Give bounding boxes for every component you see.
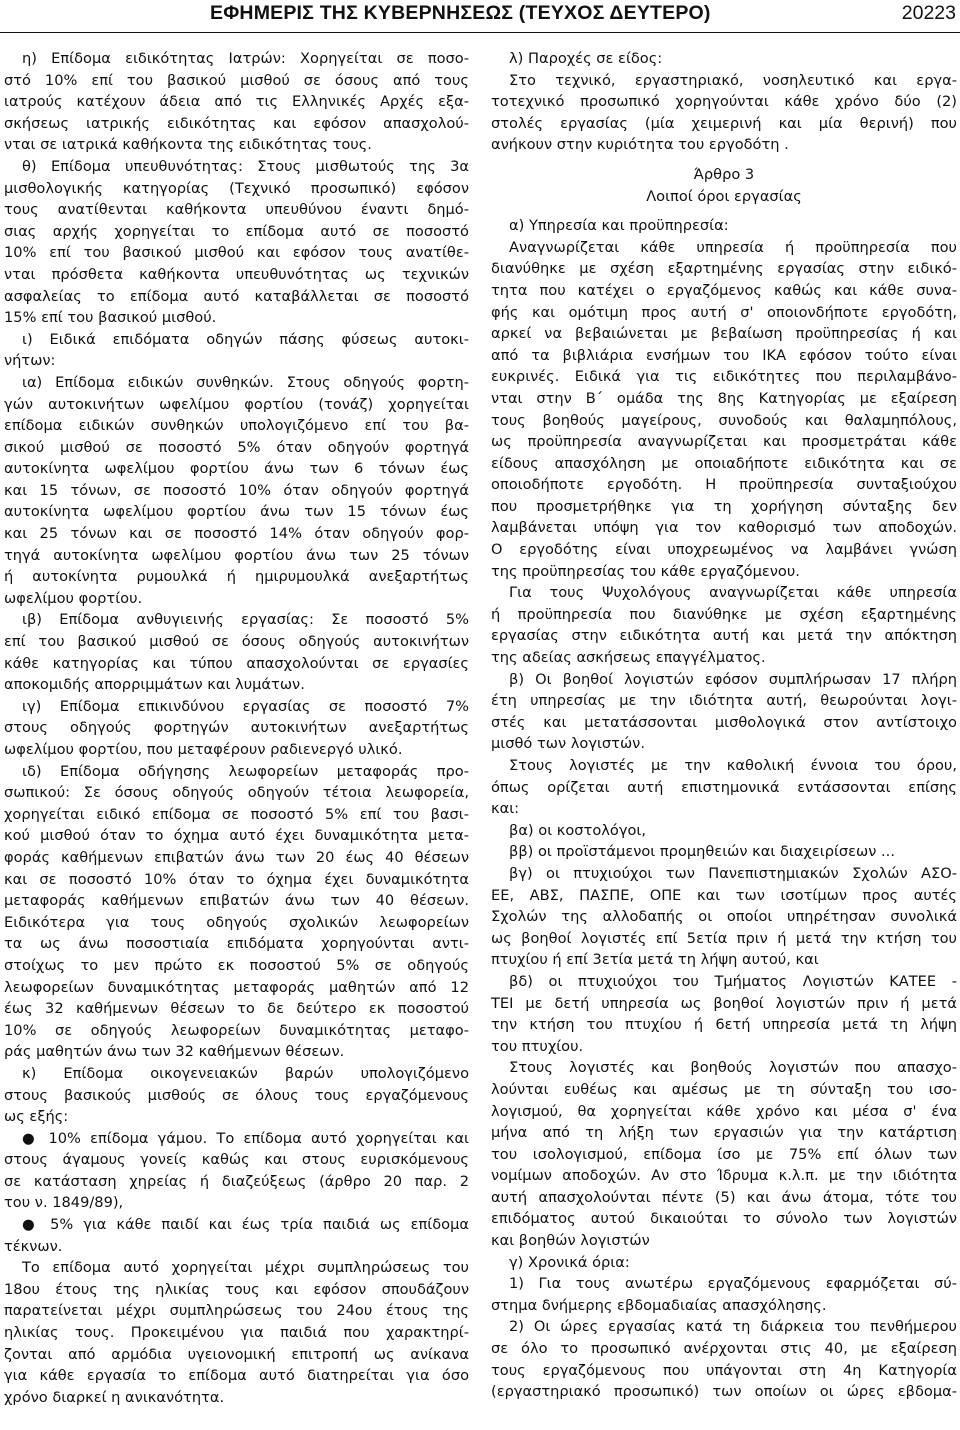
text-line: αυτοκίνητα ωφελίμου φορτίου άνω των 6 τόνων έως: [4, 460, 469, 478]
text-line: έτη υπηρεσίας με την ιδιότητα αυτή, θεωρούνται λογι-: [491, 692, 957, 710]
text-line: σικού μισθού σε ποσοστό 5% όταν οδηγούν φορτηγά: [4, 438, 469, 456]
text-line: λ) Παροχές σε είδος:: [509, 50, 663, 67]
text-line: εργασίας στην ειδικότητα αυτή και μετά την απόκτηση: [491, 627, 957, 645]
text-line: χρόνο διαρκεί η ανικανότητα.: [4, 1388, 225, 1406]
text-line: η) Επίδομα ειδικότητας Ιατρών: Χορηγείται σε ποσο-: [22, 50, 469, 67]
text-line: στους οδηγούς φορτηγών αυτοκινήτων ανεξαρτήτως: [4, 719, 469, 737]
page-header: [0, 0, 960, 30]
text-line: τους εργαζόμενους που υπάγονται στη 4η Κατηγορία: [491, 1361, 957, 1379]
text-line: Για τους Ψυχολόγους αναγνωρίζεται κάθε υπηρεσία: [509, 584, 957, 602]
text-line: τα ως άνω ποσοστιαία επιδόματα χορηγούνται αντι-: [4, 935, 469, 953]
text-line: όπως ορίζεται αυτή επιστημονικά εντάσσονται επίσης: [491, 778, 957, 796]
text-line: από τα βιβλιάρια ενσήμων του ΙΚΑ εφόσον τούτο είναι: [491, 346, 957, 364]
text-line: της προϋπηρεσίας του κάθε εργαζόμενου.: [491, 562, 800, 580]
text-line: κ) Επίδομα οικογενειακών βαρών υπολογιζόμενο: [22, 1064, 469, 1082]
text-line: και:: [491, 800, 520, 818]
text-line: ι) Ειδικά επιδόματα οδηγών πάσης φύσεως αυτοκι-: [22, 330, 469, 348]
text-line: νται πρόσθετα καθήκοντα υπευθυνότητας ως τεχνικών: [4, 265, 469, 283]
text-line: ευκρινές. Ειδικά για τις ειδικότητες που περιλαμβάνο-: [491, 368, 957, 386]
text-line: τητα που κατέχει ο εργαζόμενος καθώς και κάθε συνα-: [491, 281, 957, 299]
text-line: στημα δνήμερης εβδομαδιαίας απασχόλησης.: [491, 1296, 827, 1314]
text-line: τέκνων.: [4, 1237, 63, 1255]
text-line: ανήκουν στην κυριότητα του εργοδότη .: [491, 136, 789, 154]
text-line: ● 10% επίδομα γάμου. Το επίδομα αυτό χορηγείται και: [22, 1129, 469, 1147]
text-line: τηγά αυτοκίνητα ωφελίμου φορτίου άνω των 25 τόνων: [4, 546, 469, 564]
text-line: έως 32 καθήμενων θέσεων το δε δεύτερο εκ ποσοστού: [4, 1000, 469, 1018]
text-line: ως προϋπηρεσία αναγνωρίζεται και προσμετράται κάθε: [491, 433, 957, 451]
text-line: οποιοδήποτε εργοδότη. Η προϋπηρεσία συνταξιούχου: [491, 476, 957, 494]
text-line: Αναγνωρίζεται κάθε υπηρεσία ή προϋπηρεσία που: [509, 238, 957, 256]
text-line: του πτυχίου.: [491, 1037, 584, 1055]
text-line: φοράς καθήμενων επιβατών άνω των 20 έως 40 θέσεων: [4, 848, 469, 866]
text-line: τοτεχνικό προσωπικό χορηγούνται κάθε χρόνο δύο (2): [491, 93, 957, 111]
text-line: γ) Χρονικά όρια:: [509, 1253, 630, 1271]
text-line: κού μισθού όταν το όχημα αυτό έχει δυναμικότητα μετα-: [4, 827, 469, 845]
right-text-column: [491, 48, 957, 1403]
text-line: βα) οι κοστολόγοι,: [509, 821, 646, 839]
text-line: ηλικίας τους. Προκειμένου για παιδιά που χαρακτηρί-: [4, 1324, 469, 1342]
text-line: 10% επί του βασικού μισθού και εφόσον τους ανατίθε-: [4, 244, 469, 262]
text-line: νται στην Β΄ ομάδα της 8ης Κατηγορίας με εξαίρεση: [491, 389, 957, 407]
text-line: γών αυτοκινήτων ωφελίμου φορτίου (τονάζ) χορηγείται: [4, 395, 469, 413]
text-line: λογισμού, θα χορηγείται κάθε χρόνο και μέσα σ' ένα: [491, 1102, 957, 1120]
text-line: επίδομα ειδικών συνθηκών υπολογιζόμενο επί του βα-: [4, 417, 469, 435]
text-line: που προσμετρήθηκε για τη χορήγηση σύνταξης δεν: [491, 497, 957, 515]
text-line: ιδ) Επίδομα οδήγησης λεωφορείων μεταφοράς προ-: [22, 762, 469, 780]
text-line: αυτοκίνητα ωφελίμου φορτίου άνω των 15 τόνων έως: [4, 503, 469, 521]
text-line: μισθολογικής κατηγορίας (Τεχνικό προσωπικό) εφόσον: [4, 179, 469, 197]
text-line: μεταφοράς καθήμενων επιβατών άνω των 40 θέσεων.: [4, 892, 469, 910]
text-line: σωπικού: Σε όσους οδηγούς οδηγούν τέτοια λεωφορεία,: [4, 784, 469, 802]
text-line: για κάθε εργασία το επίδομα αυτό διατηρείται για όσο: [4, 1367, 469, 1385]
text-line: βγ) οι πτυχιούχοι των Πανεπιστημιακών Σχολών ΑΣΟ-: [509, 864, 957, 882]
text-line: ● 5% για κάθε παιδί και έως τρία παιδιά ως επίδομα: [22, 1216, 469, 1234]
text-line: 2) Οι ώρες εργασίας κατά τη διάρκεια του πενθήμερου: [509, 1318, 957, 1336]
text-line: ΤΕΙ με δετή υπηρεσία ως βοηθοί λογιστών πριν ή μετά: [491, 994, 957, 1012]
header-divider: [0, 32, 960, 33]
text-line: ράς μαθητών άνω των 32 καθήμενων θέσεων.: [4, 1043, 345, 1061]
text-line: Σχολών της αλλοδαπής οι οποίοι υπηρέτησαν συνολικά: [491, 908, 957, 926]
text-line: ιβ) Επίδομα ανθυγιεινής εργασίας: Σε ποσοστό 5%: [22, 611, 469, 629]
text-line: μισθό των λογιστών.: [491, 735, 645, 753]
text-line: βδ) οι πτυχιούχοι του Τμήματος Λογιστών ΚΑΤΕΕ -: [509, 972, 957, 990]
text-line: ββ) οι προϊστάμενοι προμηθειών και διαχειρίσεων ...: [509, 843, 895, 861]
text-line: 10% σε οδηγούς λεωφορείων δυναμικότητας μεταφο-: [4, 1021, 469, 1039]
text-line: φής και ομότιμη προς αυτή σ' οποιονδήποτε εργοδότη,: [491, 303, 957, 321]
text-line: επί του βασικού μισθού σε όσους οδηγούς αυτοκινήτων: [4, 633, 469, 651]
text-line: α) Υπηρεσία και προϋπηρεσία:: [509, 217, 729, 235]
text-line: μήνα από τη λήξη των εργασιών για την κατάρτιση: [491, 1124, 957, 1142]
text-line: Το επίδομα αυτό χορηγείται μέχρι συμπληρώσεως του: [22, 1259, 469, 1277]
text-line: λούνται ευθέως και αμέσως με τη σύνταξη του ισο-: [491, 1080, 957, 1098]
text-line: ιγ) Επίδομα επικινδύνου εργασίας σε ποσοστό 7%: [22, 697, 469, 715]
text-line: ΕΕ, ΑΒΣ, ΠΑΣΠΕ, ΟΠΕ και των ισοτίμων προς αυτές: [491, 886, 957, 904]
text-line: ως βοηθοί λογιστές επί 5ετία πριν ή μετά την κτήση του: [491, 929, 957, 947]
text-line: του ισολογισμού, επίδομα ίσο με 75% επί όλων των: [491, 1145, 957, 1163]
text-line: 15% επί του βασικού μισθού.: [4, 309, 217, 327]
page-number: 20223: [901, 2, 956, 24]
text-line: παρατείνεται μέχρι συμπληρώσεως του 24ου έτους της: [4, 1302, 469, 1320]
text-line: σιας αρχής χορηγείται το επίδομα αυτό σε ποσοστό: [4, 222, 469, 240]
text-line: Στο τεχνικό, εργαστηριακό, νοσηλευτικό και εργα-: [509, 71, 957, 89]
text-line: ως εξής:: [4, 1108, 69, 1126]
text-line: στους βασικούς μισθούς σε όλους τους εργαζόμενους: [4, 1086, 469, 1104]
text-line: 18ου έτους της ηλικίας τους και εφόσον σπουδάζουν: [4, 1280, 469, 1298]
text-line: ή αυτοκίνητα ρυμουλκά ή ημιρυμουλκά ανεξαρτήτως: [4, 568, 469, 586]
text-line: ια) Επίδομα ειδικών συνθηκών. Στους οδηγούς φορτη-: [22, 373, 469, 391]
text-line: στους άγαμους γονείς καθώς και στους ευρισκόμενους: [4, 1151, 469, 1169]
text-line: της αδείας ασκήσεως επαγγέλματος.: [491, 649, 766, 667]
article-heading: Λοιποί όροι εργασίας: [646, 187, 802, 205]
text-line: Στους λογιστές και βοηθούς λογιστών που απασχο-: [509, 1059, 957, 1077]
paragraph-gap: [491, 207, 957, 215]
text-line: και βοηθών λογιστών: [491, 1232, 650, 1250]
text-line: Ο εργοδότης είναι υποχρεωμένος να λαμβάνει γνώση: [491, 541, 957, 559]
text-line: αρκεί να βεβαιώνεται με βεβαίωση προϋπηρεσίας ή και: [491, 325, 957, 343]
text-line: ασφαλείας το επίδομα αυτό καταβάλλεται σε ποσοστό: [4, 287, 469, 305]
text-line: λεωφορείων δυναμικότητας μεταφοράς μαθητών από 12: [4, 978, 469, 996]
text-line: θ) Επίδομα υπευθυνότητας: Στους μισθωτούς της 3α: [22, 157, 469, 175]
text-line: αυτή απασχολούνται πέντε (5) και άνω άτομα, τότε του: [491, 1188, 957, 1206]
text-line: πτυχίου ή επί 3ετία μετά τη λήψη αυτού, και: [491, 951, 819, 969]
text-line: επιδόματος αυτού δικαιούται το σύνολο των λογιστών: [491, 1210, 957, 1228]
text-line: αποκομιδής απορριμμάτων και λυμάτων.: [4, 676, 305, 694]
text-line: (εργαστηριακό προσωπικό) των οποίων οι ώρες εβδομα-: [491, 1383, 957, 1401]
paragraph-gap: [491, 156, 957, 164]
text-line: ωφελίμου φορτίου.: [4, 589, 143, 607]
text-line: 1) Για τους ανωτέρω εργαζόμενους εφαρμόζεται σύ-: [509, 1275, 957, 1293]
text-line: τους βοηθούς μαγείρους, συνοδούς και θαλαμηπόλους,: [491, 411, 957, 429]
text-line: τους ανατίθενται καθήκοντα υπευθύνου έναντι δημό-: [4, 201, 469, 219]
text-line: και σε ποσοστό 10% όταν το όχημα έχει δυναμικότητα: [4, 870, 469, 888]
text-line: β) Οι βοηθοί λογιστών εφόσον συμπλήρωσαν 17 πλήρη: [509, 670, 957, 688]
text-line: κάθε κατηγορίας και τύπου απασχολούνται σε εργασίες: [4, 654, 469, 672]
text-line: νται σε ιατρικά καθήκοντα της ειδικότητας τους.: [4, 136, 372, 154]
article-heading: Άρθρο 3: [693, 165, 755, 183]
text-line: λαμβάνεται υπόψη για τον καθορισμό των αποδοχών.: [491, 519, 957, 537]
text-line: στό 10% επί του βασικού μισθού σε όσους από τους: [4, 71, 469, 89]
text-line: είδους απασχόληση με οποιαδήποτε ειδικότητα και σε: [491, 454, 957, 472]
text-line: την κτήση του πτυχίου ή 6ετή υπηρεσία μετά τη λήψη: [491, 1016, 957, 1034]
text-line: σε όλο το προσωπικό ανέρχονται στις 40, με εξαίρεση: [491, 1340, 957, 1358]
text-line: στολές εργασίας (μία χειμερινή και μία θερινή) που: [491, 114, 957, 132]
gazette-title: ΕΦΗΜΕΡΙΣ ΤΗΣ ΚΥΒΕΡΝΗΣΕΩΣ (ΤΕΥΧΟΣ ΔΕΥΤΕΡΟ): [210, 2, 711, 24]
text-line: ζονται από αρμόδια υγειονομική επιτροπή ως ανίκανα: [4, 1345, 469, 1363]
text-line: ιατρούς κατέχουν άδεια από τις Ελληνικές Αρχές εξα-: [4, 93, 469, 111]
left-text-column: [4, 48, 469, 1408]
text-line: χορηγείται ειδικό επίδομα σε ποσοστό 5% επί του βασι-: [4, 805, 469, 823]
text-line: στοίχως το μεν πρώτο εκ ποσοστού 5% σε οδηγούς: [4, 956, 469, 974]
text-line: ωφελίμου φορτίου, που μεταφέρουν ραδιενεργό υλικό.: [4, 741, 403, 758]
text-line: Στους λογιστές με την καθολική έννοια του όρου,: [509, 757, 957, 774]
text-line: και 25 τόνων και σε ποσοστό 14% όταν οδηγούν φορ-: [4, 525, 469, 543]
text-line: διανύθηκε με σχέση εξαρτημένης εργασίας στην ειδικό-: [491, 260, 957, 278]
text-line: σκήσεως ιατρικής ειδικότητας και εφόσον απασχολού-: [4, 114, 469, 132]
text-line: του ν. 1849/89),: [4, 1194, 124, 1212]
text-line: σε κατάσταση χηρείας ή διαζεύξεως (άρθρο 20 παρ. 2: [4, 1172, 469, 1190]
text-line: και 15 τόνων, σε ποσοστό 10% όταν οδηγούν φορτηγά: [4, 481, 469, 499]
text-line: Ειδικότερα για τους οδηγούς σχολικών λεωφορείων: [4, 913, 469, 931]
text-line: νήτων:: [4, 352, 56, 370]
text-line: νομίμων αποδοχών. Αν στο Ίδρυμα κ.λ.π. με την ιδιότητα: [491, 1167, 957, 1185]
text-line: ή προϋπηρεσία που διανύθηκε με σχέση εξαρτημένης: [491, 605, 957, 623]
text-line: στές και μετατάσσονται μισθολογικά στον αντίστοιχο: [491, 713, 957, 731]
